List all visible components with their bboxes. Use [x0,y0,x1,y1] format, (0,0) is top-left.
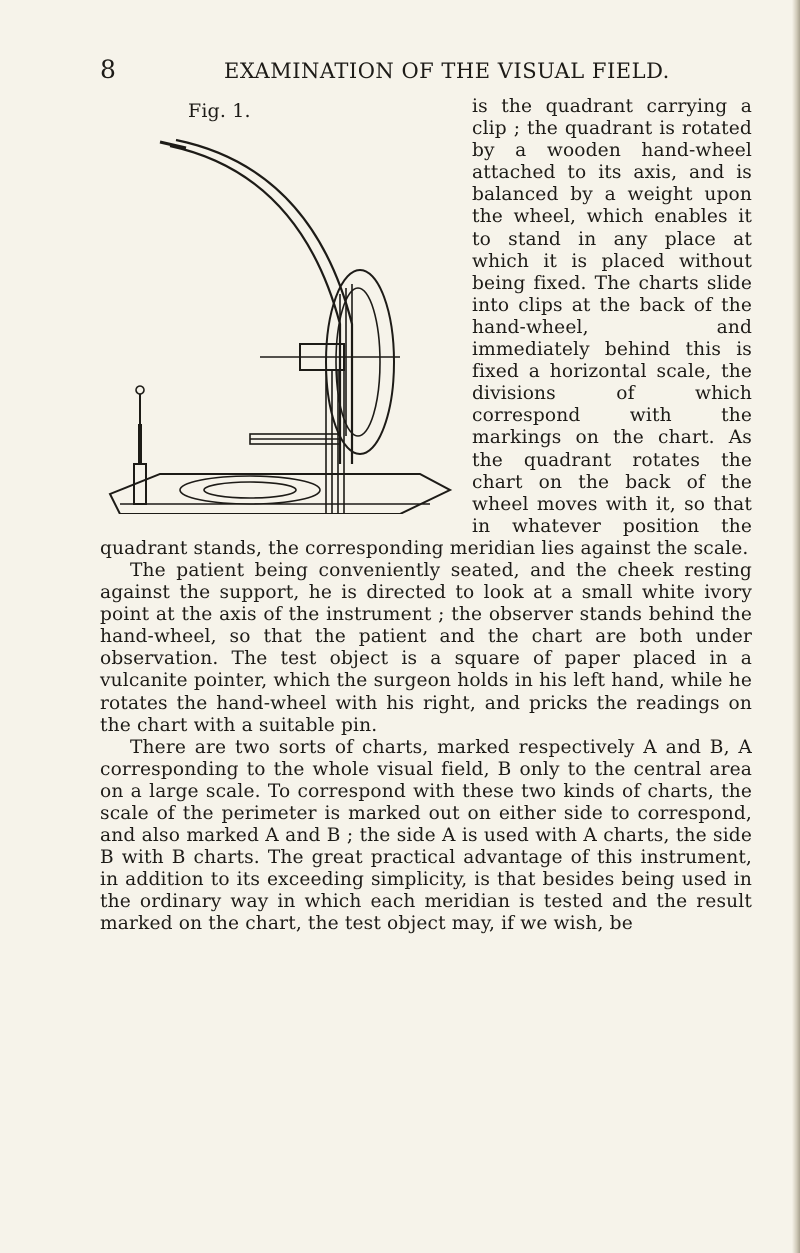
figure-label: Fig. 1. [188,100,251,122]
paragraph-1 [100,96,752,560]
paragraph-1-text: is the quadrant carrying a clip ; the quadrant is rotated by a wooden hand-wheel attached to its axis, and is balanced by a weight upon the wheel, which enables it to stand in any place at which it is placed without being fixed. The charts slide into clips at the back of the hand-wheel, and immediately behind this is fixed a horizontal scale, the divisions of which correspond with the markings on the chart. As the quadrant rotates the chart on the back of the wheel moves with it, so that in whatever position the quadrant stands, the corresponding meridian lies against the scale. [100,96,752,559]
paragraph-2: The patient being conveniently seated, and the cheek resting against the support, he is directed to look at a small white ivory point at the axis of the instrument ; the observer stands behind the hand-wheel, so that the patient and the chart are both under observation. The test object is a square of paper placed in a vulcanite pointer, which the surgeon holds in his left hand, while he rotates the hand-wheel with his right, and pricks the readings on the chart with a suitable pin. [100,559,752,736]
paragraph-3: There are two sorts of charts, marked respectively A and B, A corresponding to the whole visual field, B only to the central area on a large scale. To correspond with these two kinds of charts, the scale of the perimeter is marked out on either side to correspond, and also marked A and B ; the side A is used with A charts, the side B with B charts. The great practical advantage of this instrument, in addition to its exceeding simplicity, is that besides being used in the ordinary way in which each meridian is tested and the result marked on the chart, the test object may, if we wish, be [100,736,752,935]
page-number: 8 [100,55,116,84]
body-text [100,96,752,936]
running-head [0,56,800,84]
perimeter-engraving [100,134,462,514]
page-title: EXAMINATION OF THE VISUAL FIELD. [224,59,670,83]
figure-perimeter [100,96,462,516]
page-edge [792,0,800,1253]
